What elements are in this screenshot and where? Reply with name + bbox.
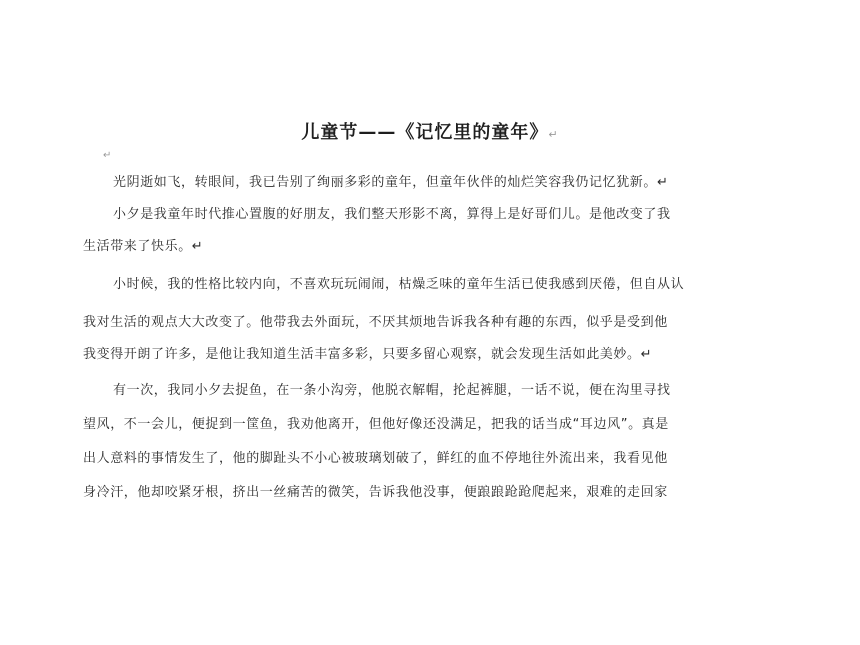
text-line: 生活带来了快乐。↵ (83, 239, 204, 254)
text-line: 小时候，我的性格比较内向，不喜欢玩玩闹闹，枯燥乏味的童年生活已使我感到厌倦，但自从认 (113, 277, 685, 292)
text-line: 我对生活的观点大大改变了。他带我去外面玩，不厌其烦地告诉我各种有趣的东西，似乎是受到他 (83, 315, 668, 330)
text-line: 身冷汗，他却咬紧牙根，挤出一丝痛苦的微笑，告诉我他没事，便踉踉跄跄爬起来，艰难的走回家 (83, 485, 668, 500)
text-line: 小夕是我童年时代推心置腹的好朋友，我们整天形影不离，算得上是好哥们儿。是他改变了我 (113, 207, 671, 222)
text-line: 光阴逝如飞，转眼间，我已告别了绚丽多彩的童年，但童年伙伴的灿烂笑容我仍记忆犹新。↵ (113, 175, 669, 190)
text-line: 望风，不一会儿，便捉到一筐鱼，我劝他离开，但他好像还没满足，把我的话当成“耳边风”。真是 (83, 417, 669, 432)
text-line: 出人意料的事情发生了，他的脚趾头不小心被玻璃划破了，鲜红的血不停地往外流出来，我看见他 (83, 451, 668, 466)
document-title-text: 儿童节——《记忆里的童年》 (301, 122, 549, 143)
paragraph-mark-icon: ↵ (548, 128, 559, 141)
text-line: 有一次，我同小夕去捉鱼，在一条小沟旁，他脱衣解帽，抡起裤腿，一话不说，便在沟里寻找 (113, 383, 671, 398)
document-title (0, 118, 860, 144)
text-line: 我变得开朗了许多，是他让我知道生活丰富多彩，只要多留心观察，就会发现生活如此美妙。↵ (83, 347, 653, 362)
document-body (83, 168, 745, 518)
empty-paragraph-mark-icon: ↵ (103, 150, 112, 161)
